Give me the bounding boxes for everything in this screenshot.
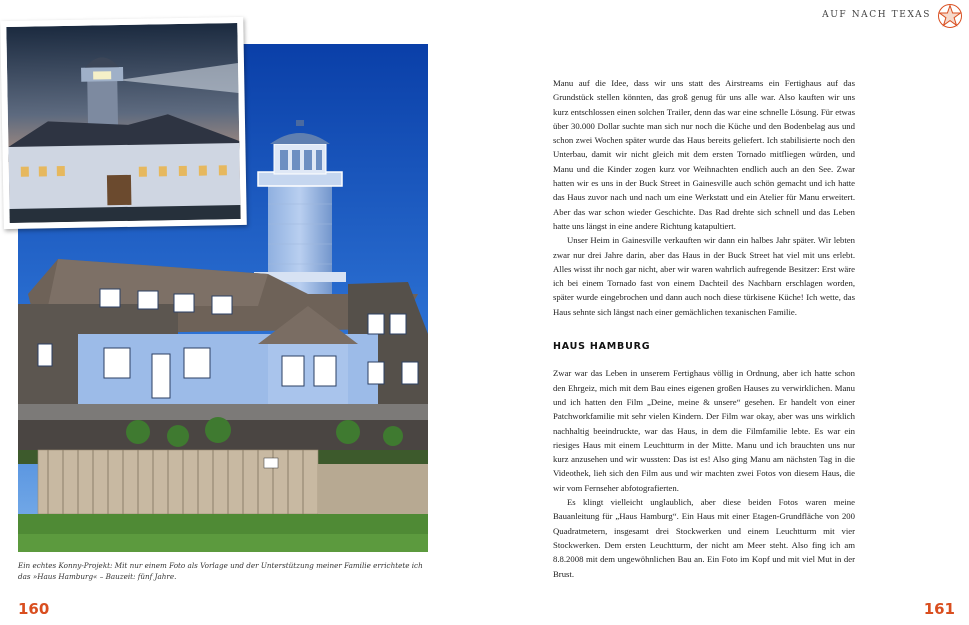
body-paragraph: Zwar war das Leben in unserem Fertighaus völlig in Ordnung, aber ich hatte schon den Ehrgeiz, mich mit dem Bau eines eigenen großen Hauses zu verwirklichen. Manu und ich hatten den Film „Deine, meine & unsere“ gesehen. Er handelt von einer Patchworkfamilie mit sehr vielen Kindern. Der Film war okay, aber was uns wirklich nachhaltig beeindruckte, war das Haus, in dem die Filmfamilie lebte. Es war ein riesiges Haus mit einem Leuchtturm in der Mitte. Manu und ich brauchten uns nur kurz anzusehen und wir wussten: Das ist es! Also ging Manu am nächsten Tag in die Videothek, lieh sich den Film aus und wir machten zwei Fotos von diesem Haus, die wir vom Fernseher abfotografierten. (553, 368, 855, 493)
star-icon (937, 3, 963, 29)
body-paragraph: Es klingt vielleicht unglaublich, aber diese beiden Fotos waren meine Bauanleitung für „Haus Hamburg“. Ein Haus mit einer Etagen-Grundfläche von 200 Quadratmetern, insgesamt drei Stockwerken und einem Leuchtturm mit vier Stockwerken. Dem ersten Leuchtturm, der nicht am Meer steht. Also fing ich am 8.8.2008 mit dem ungewöhnlichen Bau an. Ein Foto im Kopf und mit viel Mut in der Brust. (553, 497, 855, 579)
body-text-column (553, 76, 855, 581)
section-heading: HAUS HAMBURG (553, 341, 651, 353)
page-number-right: 161 (923, 600, 955, 618)
running-head: AUF NACH TEXAS (822, 10, 931, 20)
film-still-art (6, 23, 240, 223)
film-still-lighthouse-house-photo (0, 17, 247, 229)
body-paragraph: Manu auf die Idee, dass wir uns statt des Airstreams ein Fertighaus auf das Grundstück stellen könnten, das groß genug für uns alle war. Also kauften wir uns kurz entschlossen einen solchen Trailer, denn das war eine schnelle Lösung. Für etwas über 30.000 Dollar suchte man sich nur noch die Küche und den Bodenbelag aus und schon zwei Wochen später wurde das Haus bereits geliefert. Ich stabilisierte noch den Unterbau, damit wir nicht gleich mit dem ersten Tornado mitfliegen würden, und Manu und die Kinder zogen kurz vor Weihnachten endlich auch an den See. Zwar hatten wir es uns in der Buck Street in Gainesville auch schön gemacht und ich hatte das Haus zuvor nach und nach um eine Werkstatt und ein Atelier für Manu erweitert. Aber das war schon wieder Geschichte. Das Rad drehte sich schnell und das Leben hatte uns längst in eine andere Richtung katapultiert. (553, 78, 855, 231)
photo-caption: Ein echtes Konny-Projekt: Mit nur einem Foto als Vorlage und der Unterstützung meiner Familie errichtete ich das »Haus Hamburg« – Bauzeit: fünf Jahre. (18, 561, 423, 581)
body-paragraph: Unser Heim in Gainesville verkauften wir dann ein halbes Jahr später. Wir lebten zwar nur drei Jahre darin, aber das Haus in der Buck Street hat viel mit uns erlebt. Alles wisst ihr noch gar nicht, aber wir waren wahrlich aufregende Besitzer: Erst wäre ich bei einem Tornado fast von einem Dachteil des Nachbarn erschlagen worden, später wurde eingebrochen und dann auch noch diese türkisene Küche! Ich wette, das Haus sehnte sich längst nach einer gemächlichen texanischen Familie. (553, 235, 855, 317)
page-number-left: 160 (18, 600, 50, 618)
